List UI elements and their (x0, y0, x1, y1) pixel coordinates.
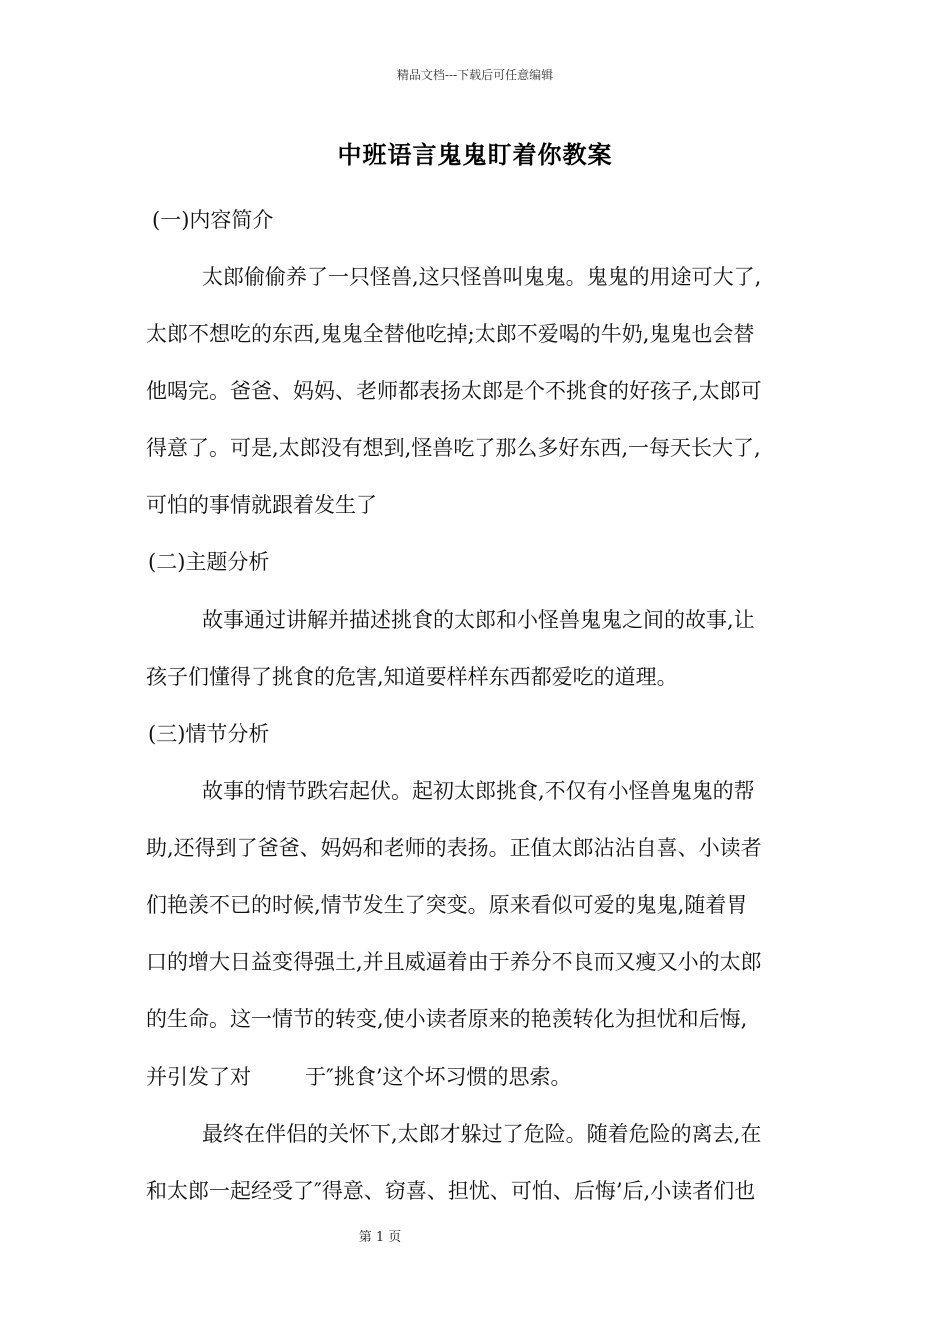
paragraph-line: 太郎偷偷养了一只怪兽,这只怪兽叫鬼鬼。鬼鬼的用途可大了, (202, 265, 762, 289)
paragraph-line: 他喝完。爸爸、妈妈、老师都表扬太郎是个不挑食的好孩子,太郎可 (146, 379, 762, 403)
paragraph-line: 可怕的事情就跟着发生了 (146, 493, 377, 517)
paragraph-line: 孩子们懂得了挑食的危害,知道要样样东西都爱吃的道理。 (146, 665, 678, 689)
document-title: 中班语言鬼鬼盯着你教案 (337, 140, 613, 169)
paragraph-line: 最终在伴侣的关怀下,太郎才躲过了危险。随着危险的离去,在 (202, 1122, 762, 1146)
paragraph-line: 的生命。这一情节的转变,使小读者原来的艳羡转化为担忧和后悔, (146, 1007, 748, 1031)
paragraph-line: 口的增大日益变得强土,并且威逼着由于养分不良而又瘦又小的太郎 (146, 950, 762, 974)
section-heading-theme: (二)主题分析 (148, 550, 270, 574)
header-note: 精品文档---下载后可任意编辑 (396, 68, 554, 82)
paragraph-line: 得意了。可是,太郎没有想到,怪兽吃了那么多好东西,一每天长大了, (146, 436, 761, 460)
paragraph-line: 故事通过讲解并描述挑食的太郎和小怪兽鬼鬼之间的故事,让 (202, 608, 755, 632)
paragraph-line: 们艳羡不已的时候,情节发生了突变。原来看似可爱的鬼鬼,随着胃 (146, 893, 748, 917)
section-heading-content: (一)内容简介 (152, 208, 274, 232)
paragraph-line: 太郎不想吃的东西,鬼鬼全替他吃掉;太郎不爱喝的牛奶,鬼鬼也会替 (146, 322, 755, 346)
paragraph-line: 故事的情节跌宕起伏。起初太郎挑食,不仅有小怪兽鬼鬼的帮 (202, 779, 755, 803)
line-text-start: 并引发了对 (146, 1065, 251, 1089)
paragraph-line: 助,还得到了爸爸、妈妈和老师的表扬。正值太郎沾沾自喜、小读者 (146, 836, 762, 860)
page-number: 第 1 页 (358, 1230, 402, 1245)
line-text-end: 于″挑食’这个坏习惯的思索。 (305, 1065, 572, 1089)
section-heading-plot: (三)情节分析 (148, 722, 270, 746)
paragraph-line (146, 1063, 572, 1091)
paragraph-line: 和太郎一起经受了″得意、窃喜、担忧、可怕、后悔’后,小读者们也 (146, 1179, 756, 1203)
